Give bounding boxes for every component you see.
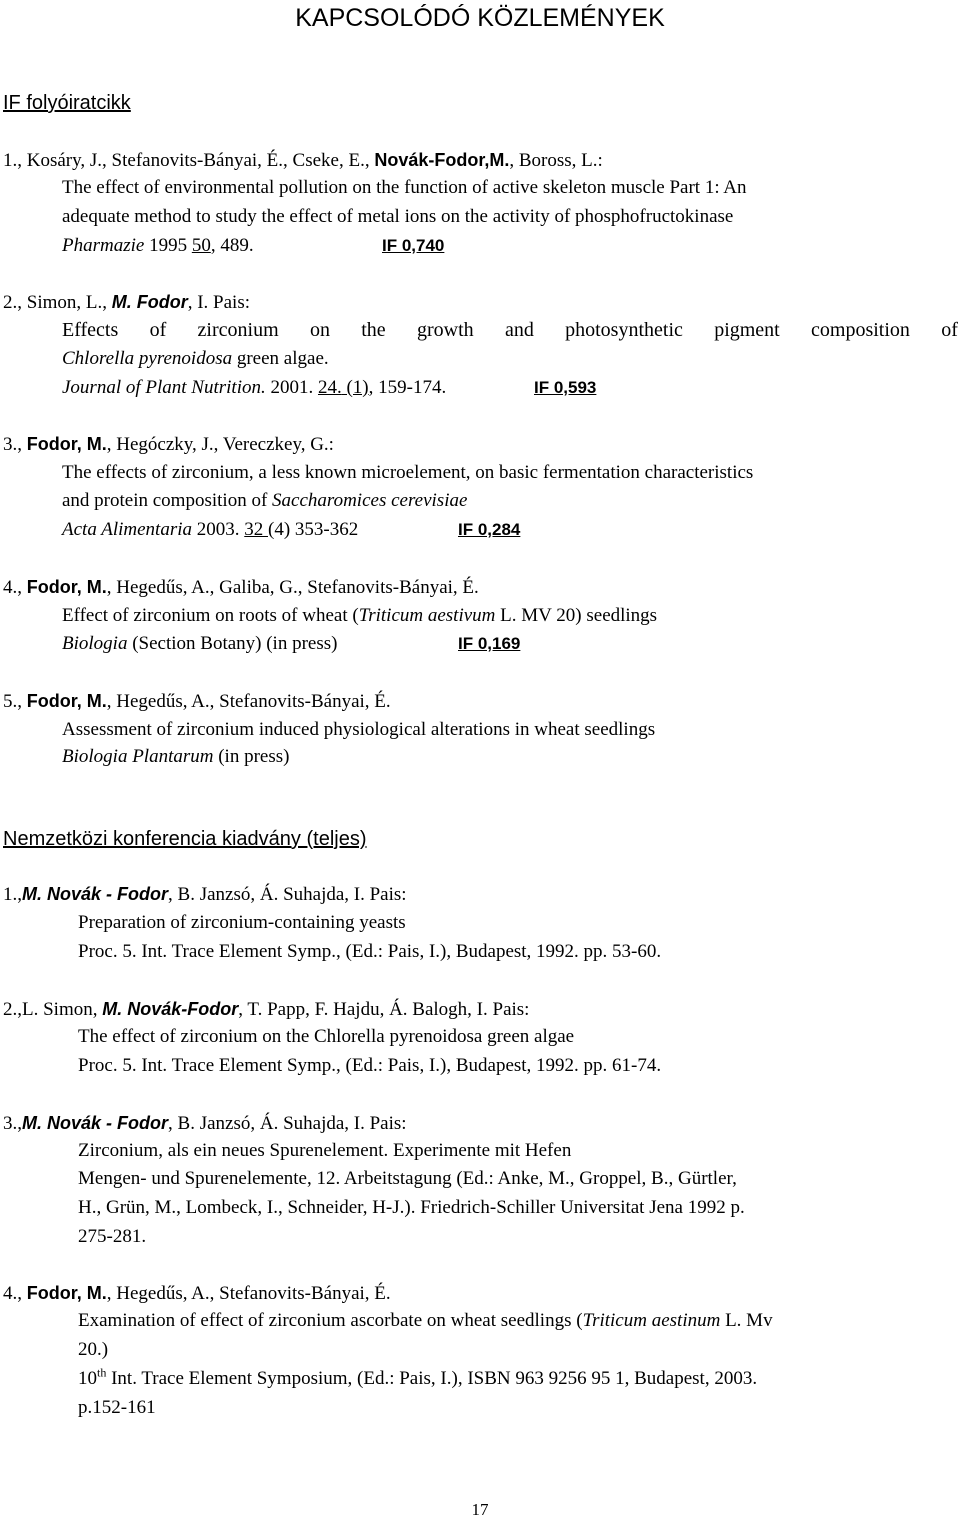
p3-title-line1: The effects of zirconium, a less known microelement, on basic fermentation characteristics — [62, 462, 754, 483]
section-heading-if-journals: IF folyóiratcikk — [3, 92, 131, 114]
c4-title-line2: 20.) — [78, 1339, 109, 1360]
p4-citation: Biologia (Section Botany) (in press) IF 0,169 — [62, 633, 521, 654]
c4-pages: p.152-161 — [78, 1397, 156, 1418]
p2-title-word: the — [361, 319, 386, 341]
p1-citation: Pharmazie 1995 50, 489. IF 0,740 — [62, 235, 445, 256]
p2-title-word: zirconium — [197, 319, 279, 341]
c1-authors: 1.,M. Novák - Fodor, B. Janzsó, Á. Suhajda, I. Pais: — [3, 884, 407, 905]
c3-source-line1: Mengen- und Spurenelemente, 12. Arbeitstagung (Ed.: Anke, M., Groppel, B., Gürtler, — [78, 1168, 737, 1189]
p4-authors: 4., Fodor, M., Hegedűs, A., Galiba, G., Stefanovits-Bányai, É. — [3, 577, 479, 598]
p2-title-word: of — [149, 319, 167, 341]
p2-citation: Journal of Plant Nutrition. 2001. 24. (1), 159-174. IF 0,593 — [62, 377, 597, 398]
c1-proceedings: Proc. 5. Int. Trace Element Symp., (Ed.: Pais, I.), Budapest, 1992. pp. 53-60. — [78, 941, 662, 962]
p2-title-line1 — [62, 318, 958, 342]
c4-conference: 10th Int. Trace Element Symposium, (Ed.: Pais, I.), ISBN 963 9256 95 1, Budapest, 2003. — [78, 1365, 758, 1389]
page-title: KAPCSOLÓDÓ KÖZLEMÉNYEK — [295, 4, 665, 32]
p1-title-line2: adequate method to study the effect of metal ions on the activity of phosphofructokinase — [62, 206, 734, 227]
p2-title-word: growth — [416, 319, 474, 341]
c3-source-line2: H., Grün, M., Lombeck, I., Schneider, H-J.). Friedrich-Schiller Universitat Jena 1992 p. — [78, 1197, 745, 1218]
p3-title-line2: and protein composition of Saccharomices cerevisiae — [62, 490, 468, 511]
c4-title-line1: Examination of effect of zirconium ascorbate on wheat seedlings (Triticum aestinum L. Mv — [78, 1310, 773, 1331]
p3-authors: 3., Fodor, M., Hegóczky, J., Vereczkey, G.: — [3, 434, 334, 455]
p2-title-word: and — [504, 319, 534, 341]
c3-title: Zirconium, als ein neues Spurenelement. Experimente mit Hefen — [78, 1140, 572, 1161]
p1-impact-factor: IF 0,740 — [382, 236, 445, 255]
c1-title: Preparation of zirconium-containing yeasts — [78, 912, 406, 933]
c3-authors: 3.,M. Novák - Fodor, B. Janzsó, Á. Suhajda, I. Pais: — [3, 1113, 407, 1134]
p2-title-word: composition — [811, 319, 910, 341]
p2-authors: 2., Simon, L., M. Fodor, I. Pais: — [3, 292, 250, 313]
p2-title-word: Effects — [62, 319, 119, 341]
p5-title: Assessment of zirconium induced physiological alterations in wheat seedlings — [62, 719, 656, 740]
p5-authors: 5., Fodor, M., Hegedűs, A., Stefanovits-Bányai, É. — [3, 691, 391, 712]
p2-title-word: of — [941, 319, 958, 341]
p1-authors: 1., Kosáry, J., Stefanovits-Bányai, É., Cseke, E., Novák-Fodor,M., Boross, L.: — [3, 150, 603, 171]
c2-title: The effect of zirconium on the Chlorella pyrenoidosa green algae — [78, 1026, 575, 1047]
p3-impact-factor: IF 0,284 — [458, 520, 521, 539]
p2-title-line2: Chlorella pyrenoidosa green algae. — [62, 348, 329, 369]
p2-impact-factor: IF 0,593 — [534, 378, 597, 397]
page-number: 17 — [471, 1500, 489, 1519]
p2-title-word: photosynthetic — [565, 319, 683, 341]
p3-citation: Acta Alimentaria 2003. 32 (4) 353-362 IF 0,284 — [62, 519, 521, 540]
c2-authors: 2.,L. Simon, M. Novák-Fodor, T. Papp, F. Hajdu, Á. Balogh, I. Pais: — [3, 999, 530, 1020]
p4-impact-factor: IF 0,169 — [458, 634, 521, 653]
p5-citation: Biologia Plantarum (in press) — [62, 746, 290, 767]
p4-title: Effect of zirconium on roots of wheat (Triticum aestivum L. MV 20) seedlings — [62, 605, 658, 626]
p1-title-line1: The effect of environmental pollution on the function of active skeleton muscle Part 1: An — [62, 177, 747, 198]
c4-authors: 4., Fodor, M., Hegedűs, A., Stefanovits-Bányai, É. — [3, 1283, 391, 1304]
section-heading-conferences: Nemzetközi konferencia kiadvány (teljes) — [3, 828, 367, 850]
p2-title-word: on — [309, 319, 330, 341]
c2-proceedings: Proc. 5. Int. Trace Element Symp., (Ed.: Pais, I.), Budapest, 1992. pp. 61-74. — [78, 1055, 662, 1076]
c3-pages: 275-281. — [78, 1226, 147, 1247]
p2-title-word: pigment — [714, 319, 780, 341]
